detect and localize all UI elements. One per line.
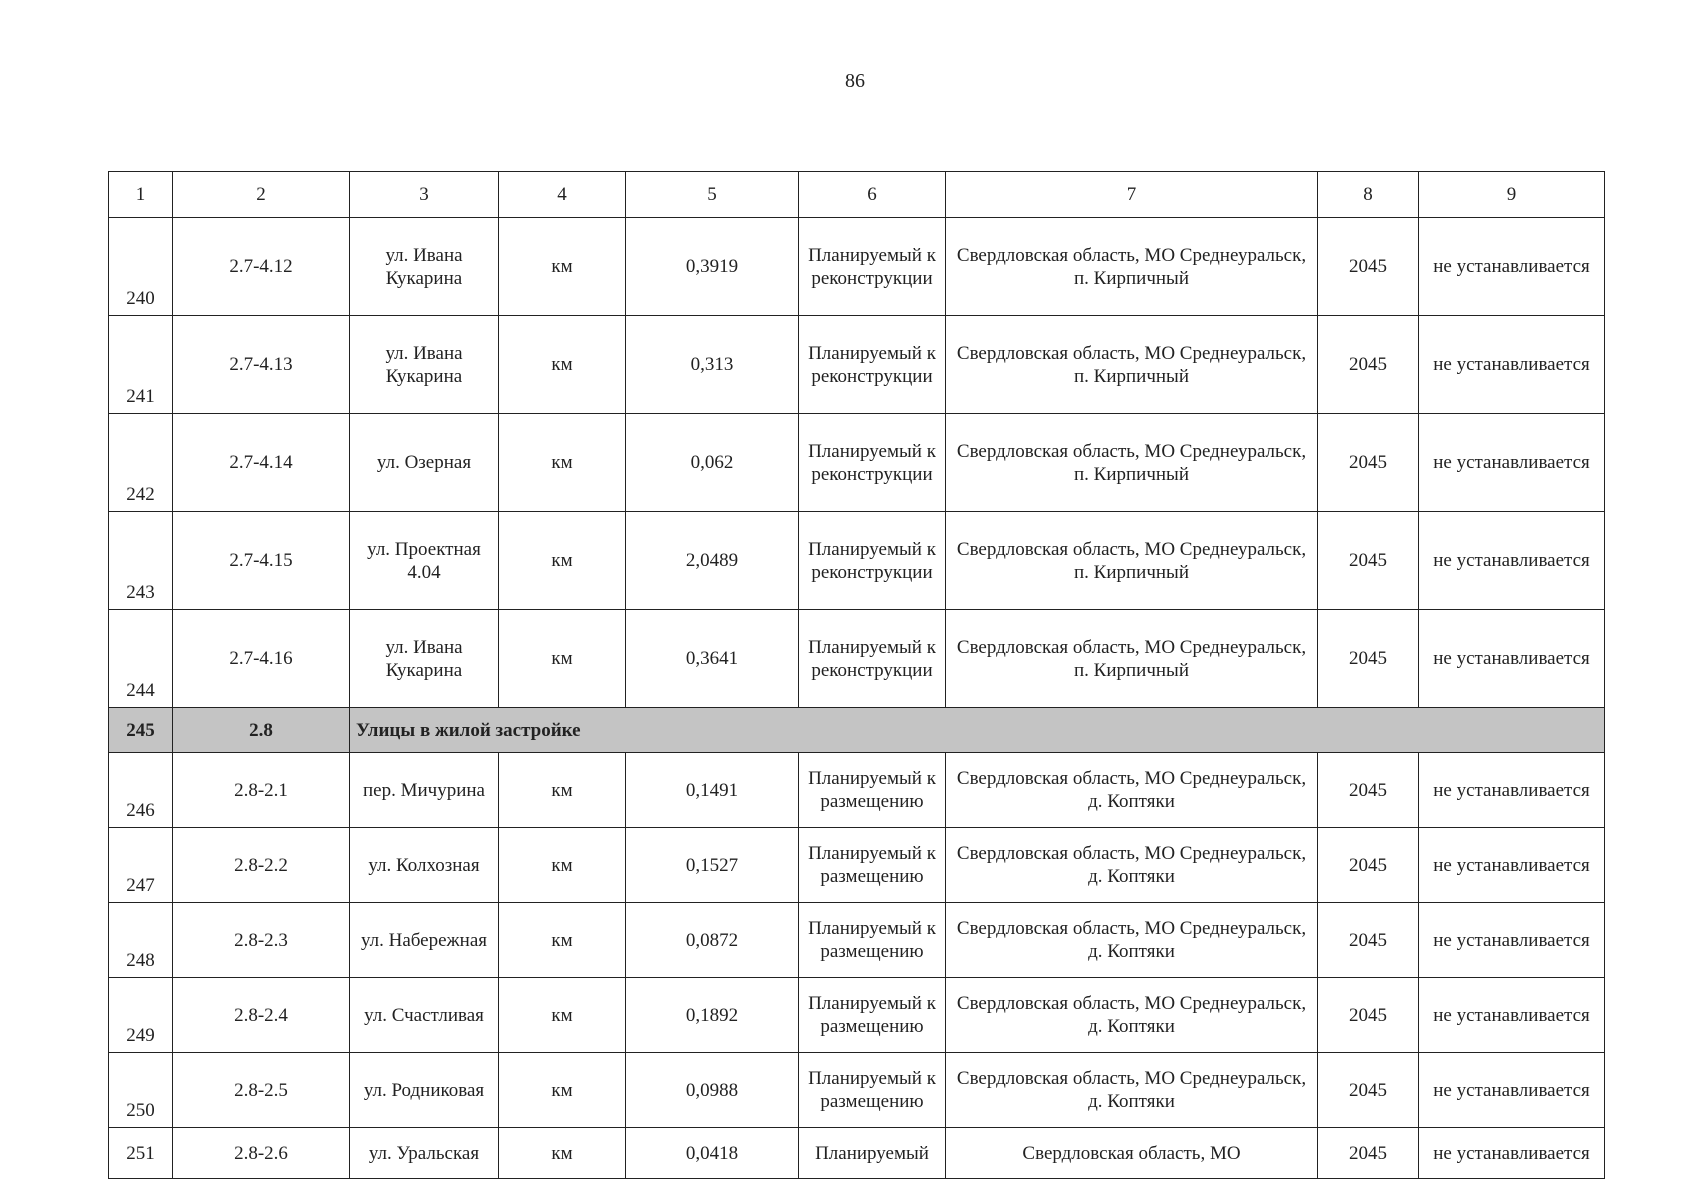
status-cell: Планируемый к реконструкции [799,610,946,708]
note-cell: не устанавливается [1419,828,1605,903]
value-cell: 0,3919 [626,218,799,316]
year-cell: 2045 [1318,512,1419,610]
unit-cell: км [499,753,626,828]
column-header: 4 [499,172,626,218]
object-code-cell: 2.7-4.15 [173,512,350,610]
status-cell: Планируемый к размещению [799,1053,946,1128]
year-cell: 2045 [1318,610,1419,708]
row-number-cell: 250 [109,1053,173,1128]
object-code-cell: 2.8-2.2 [173,828,350,903]
object-code-cell: 2.8-2.4 [173,978,350,1053]
year-cell: 2045 [1318,753,1419,828]
value-cell: 0,3641 [626,610,799,708]
unit-cell: км [499,316,626,414]
unit-cell: км [499,218,626,316]
row-number-cell: 244 [109,610,173,708]
column-header: 8 [1318,172,1419,218]
object-name-cell: ул. Озерная [350,414,499,512]
year-cell: 2045 [1318,1128,1419,1179]
unit-cell: км [499,828,626,903]
location-cell: Свердловская область, МО Среднеуральск, д. Коптяки [946,828,1318,903]
location-cell: Свердловская область, МО Среднеуральск, д. Коптяки [946,1053,1318,1128]
note-cell: не устанавливается [1419,1128,1605,1179]
status-cell: Планируемый к реконструкции [799,218,946,316]
row-number-cell: 240 [109,218,173,316]
header-row [109,172,1605,218]
column-header: 1 [109,172,173,218]
value-cell: 0,1892 [626,978,799,1053]
unit-cell: км [499,512,626,610]
row-number-cell: 242 [109,414,173,512]
row-number-cell: 249 [109,978,173,1053]
unit-cell: км [499,1053,626,1128]
year-cell: 2045 [1318,903,1419,978]
object-code-cell: 2.8-2.1 [173,753,350,828]
row-number-cell: 247 [109,828,173,903]
value-cell: 0,0872 [626,903,799,978]
location-cell: Свердловская область, МО Среднеуральск, п. Кирпичный [946,512,1318,610]
status-cell: Планируемый к реконструкции [799,512,946,610]
unit-cell: км [499,903,626,978]
note-cell: не устанавливается [1419,1053,1605,1128]
column-header: 9 [1419,172,1605,218]
value-cell: 0,062 [626,414,799,512]
row-number-cell: 251 [109,1128,173,1179]
year-cell: 2045 [1318,978,1419,1053]
section-code: 2.8 [173,708,350,753]
location-cell: Свердловская область, МО Среднеуральск, д. Коптяки [946,753,1318,828]
object-name-cell: ул. Счастливая [350,978,499,1053]
column-header: 6 [799,172,946,218]
object-name-cell: ул. Родниковая [350,1053,499,1128]
object-code-cell: 2.8-2.3 [173,903,350,978]
unit-cell: км [499,610,626,708]
note-cell: не устанавливается [1419,316,1605,414]
table-row [109,414,1605,512]
row-number-cell: 246 [109,753,173,828]
row-number-cell: 243 [109,512,173,610]
value-cell: 0,1491 [626,753,799,828]
note-cell: не устанавливается [1419,610,1605,708]
table-row [109,1053,1605,1128]
object-name-cell: ул. Проектная 4.04 [350,512,499,610]
object-name-cell: ул. Ивана Кукарина [350,316,499,414]
value-cell: 0,1527 [626,828,799,903]
object-name-cell: ул. Ивана Кукарина [350,218,499,316]
page-number: 86 [845,70,865,92]
location-cell: Свердловская область, МО Среднеуральск, п. Кирпичный [946,610,1318,708]
location-cell: Свердловская область, МО Среднеуральск, п. Кирпичный [946,316,1318,414]
table-row [109,316,1605,414]
table-row [109,828,1605,903]
column-header: 5 [626,172,799,218]
object-code-cell: 2.8-2.5 [173,1053,350,1128]
note-cell: не устанавливается [1419,753,1605,828]
status-cell: Планируемый к размещению [799,978,946,1053]
data-table [108,171,1605,1179]
table-row [109,610,1605,708]
object-code-cell: 2.8-2.6 [173,1128,350,1179]
column-header: 7 [946,172,1318,218]
year-cell: 2045 [1318,218,1419,316]
unit-cell: км [499,978,626,1053]
table-row [109,978,1605,1053]
column-header: 2 [173,172,350,218]
note-cell: не устанавливается [1419,414,1605,512]
object-code-cell: 2.7-4.13 [173,316,350,414]
location-cell: Свердловская область, МО Среднеуральск, д. Коптяки [946,978,1318,1053]
unit-cell: км [499,414,626,512]
object-code-cell: 2.7-4.14 [173,414,350,512]
row-number-cell: 248 [109,903,173,978]
value-cell: 2,0489 [626,512,799,610]
value-cell: 0,0988 [626,1053,799,1128]
location-cell: Свердловская область, МО Среднеуральск, д. Коптяки [946,903,1318,978]
object-code-cell: 2.7-4.12 [173,218,350,316]
location-cell: Свердловская область, МО [946,1128,1318,1179]
status-cell: Планируемый к размещению [799,903,946,978]
value-cell: 0,313 [626,316,799,414]
location-cell: Свердловская область, МО Среднеуральск, п. Кирпичный [946,414,1318,512]
unit-cell: км [499,1128,626,1179]
note-cell: не устанавливается [1419,978,1605,1053]
year-cell: 2045 [1318,414,1419,512]
object-code-cell: 2.7-4.16 [173,610,350,708]
object-name-cell: ул. Колхозная [350,828,499,903]
note-cell: не устанавливается [1419,512,1605,610]
table-row [109,1128,1605,1179]
status-cell: Планируемый к реконструкции [799,414,946,512]
row-number-cell: 241 [109,316,173,414]
object-name-cell: пер. Мичурина [350,753,499,828]
object-name-cell: ул. Ивана Кукарина [350,610,499,708]
table-row [109,903,1605,978]
status-cell: Планируемый к размещению [799,828,946,903]
column-header: 3 [350,172,499,218]
value-cell: 0,0418 [626,1128,799,1179]
status-cell: Планируемый [799,1128,946,1179]
status-cell: Планируемый к реконструкции [799,316,946,414]
year-cell: 2045 [1318,1053,1419,1128]
section-title: Улицы в жилой застройке [350,708,1605,753]
note-cell: не устанавливается [1419,218,1605,316]
object-name-cell: ул. Уральская [350,1128,499,1179]
year-cell: 2045 [1318,316,1419,414]
section-number: 245 [109,708,173,753]
note-cell: не устанавливается [1419,903,1605,978]
object-name-cell: ул. Набережная [350,903,499,978]
table-row [109,753,1605,828]
year-cell: 2045 [1318,828,1419,903]
status-cell: Планируемый к размещению [799,753,946,828]
table-row [109,218,1605,316]
section-row [109,708,1605,753]
table-row [109,512,1605,610]
location-cell: Свердловская область, МО Среднеуральск, п. Кирпичный [946,218,1318,316]
